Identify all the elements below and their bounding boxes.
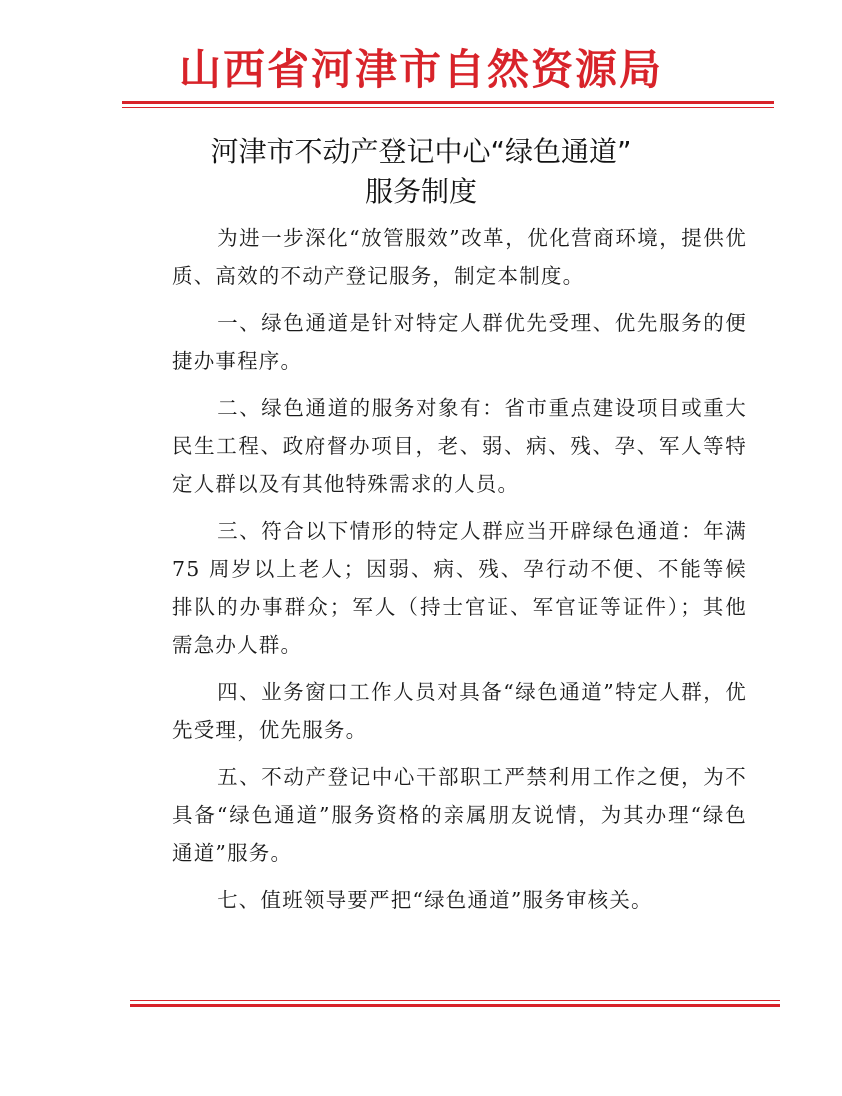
document-title-line-2: 服务制度 (364, 175, 477, 208)
document-body (172, 219, 747, 928)
paragraph-item-3: 三、符合以下情形的特定人群应当开辟绿色通道：年满75 周岁以上老人；因弱、病、残、孕行动不便、不能等候排队的办事群众；军人（持士官证、军官证等证件）；其他需急办人群。 (172, 519, 747, 657)
paragraph-item-1: 一、绿色通道是针对特定人群优先受理、优先服务的便捷办事程序。 (172, 311, 747, 373)
issuing-organization: 山西省河津市自然资源局 (178, 45, 663, 94)
paragraph-item-2: 二、绿色通道的服务对象有：省市重点建设项目或重大民生工程、政府督办项目，老、弱、病、残、孕、军人等特定人群以及有其他特殊需求的人员。 (172, 396, 747, 496)
footer-divider (130, 1000, 780, 1007)
paragraph-item-5: 五、不动产登记中心干部职工严禁利用工作之便，为不具备“绿色通道”服务资格的亲属朋友说情，为其办理“绿色通道”服务。 (172, 765, 747, 865)
document-title (0, 132, 842, 212)
paragraph-intro: 为进一步深化“放管服效”改革，优化营商环境，提供优质、高效的不动产登记服务，制定本制度。 (172, 226, 747, 288)
paragraph-item-4: 四、业务窗口工作人员对具备“绿色通道”特定人群，优先受理，优先服务。 (172, 680, 747, 742)
header-divider (122, 101, 774, 108)
document-title-line-1: 河津市不动产登记中心“绿色通道” (210, 135, 632, 168)
paragraph-item-7: 七、值班领导要严把“绿色通道”服务审核关。 (217, 888, 653, 912)
